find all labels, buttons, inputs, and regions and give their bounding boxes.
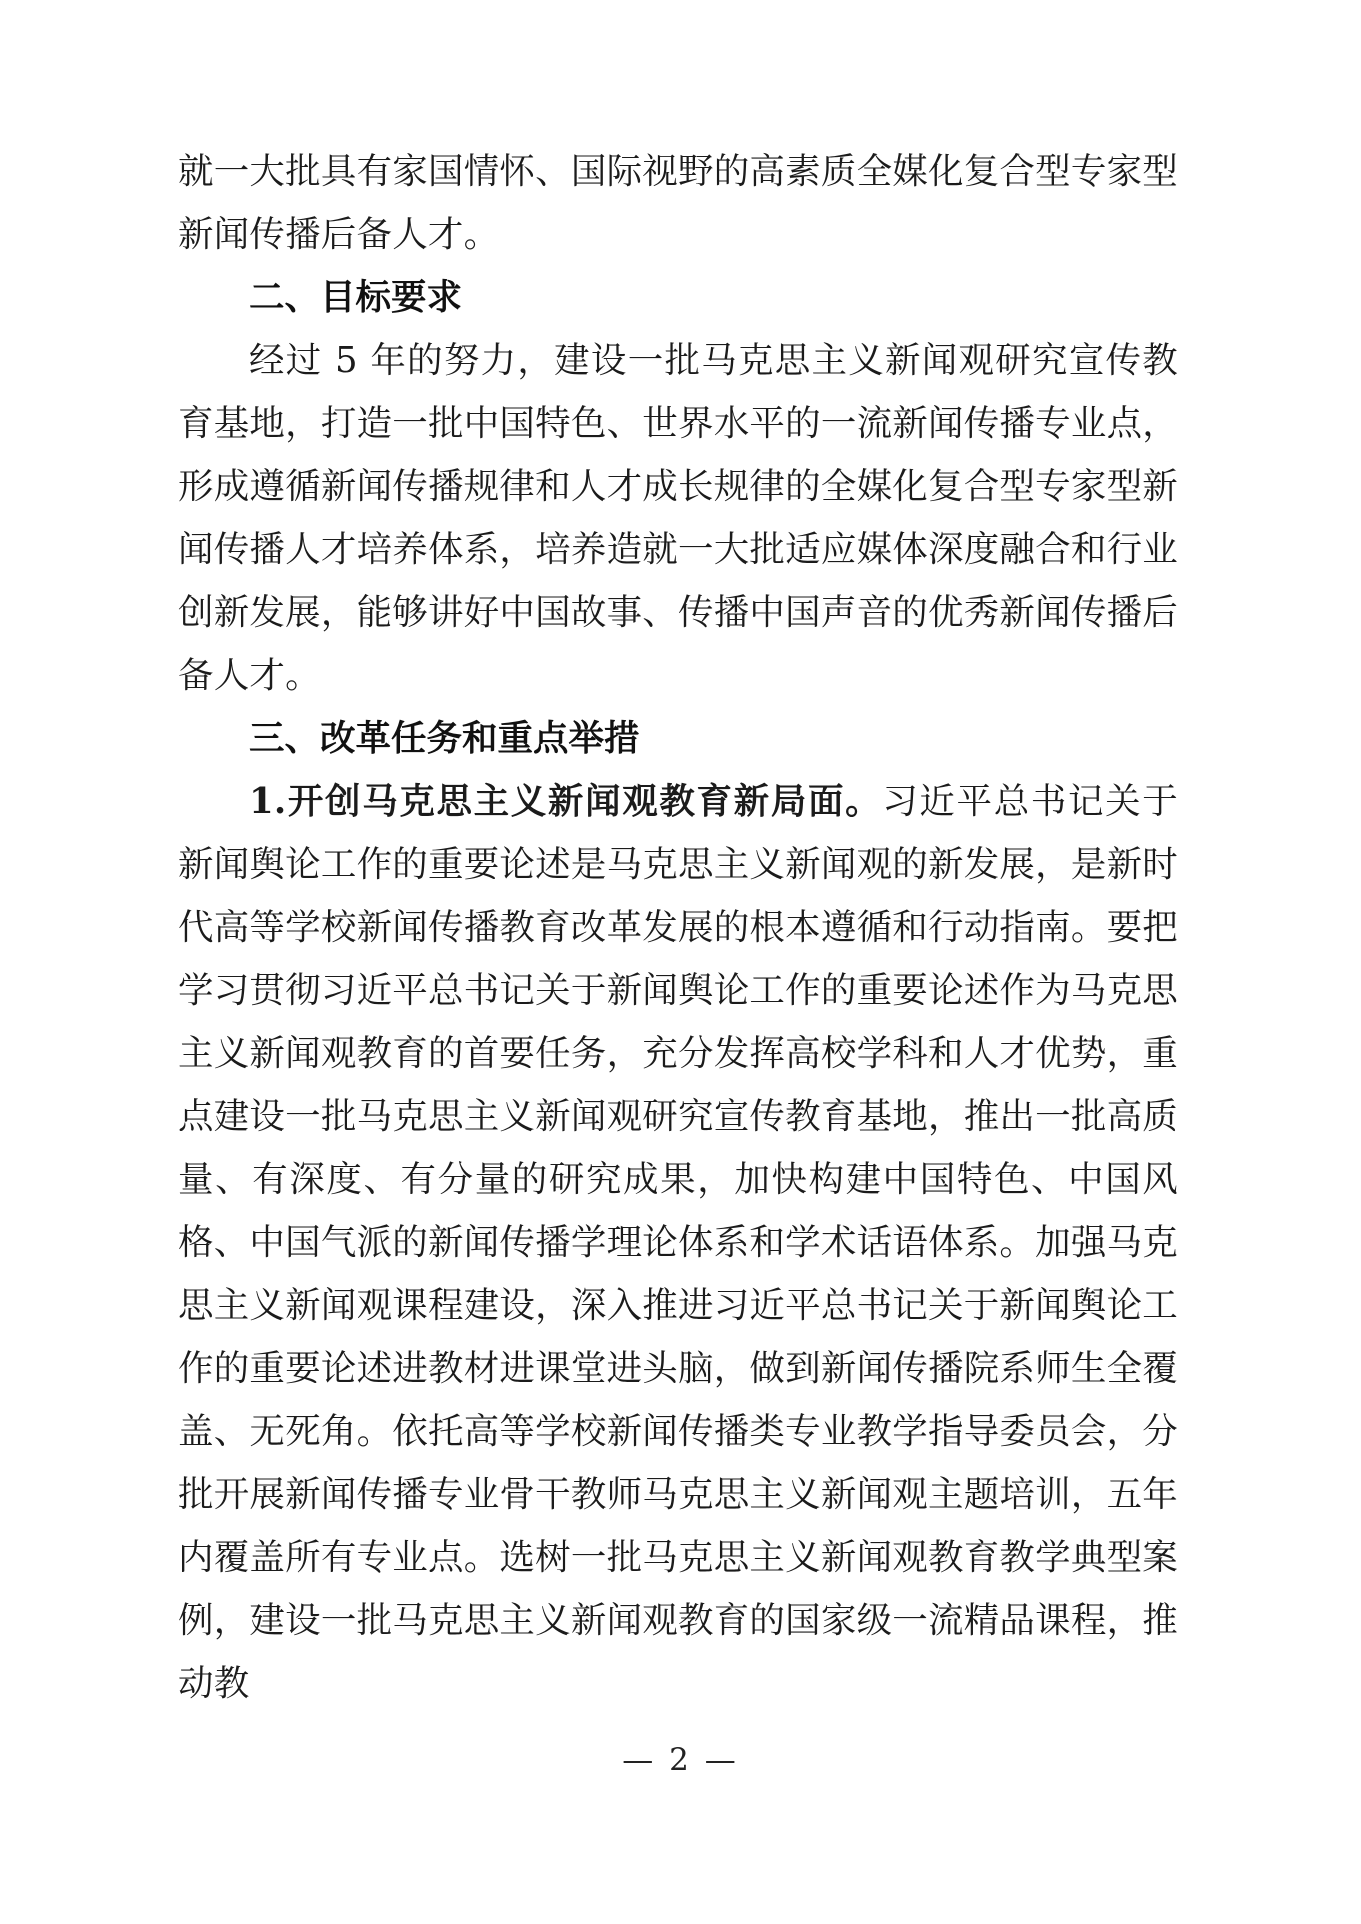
page-content <box>178 140 1178 1715</box>
section-heading-tasks: 三、改革任务和重点举措 <box>249 718 640 759</box>
paragraph-item-one-lead: 1.开创马克思主义新闻观教育新局面。 <box>249 781 883 822</box>
page-number: — 2 — <box>622 1742 739 1778</box>
paragraph-item-one-body: 习近平总书记关于新闻舆论工作的重要论述是马克思主义新闻观的新发展，是新时代高等学校新闻传播教育改革发展的根本遵循和行动指南。要把学习贯彻习近平总书记关于新闻舆论工作的重要论述作为马克思主义新闻观教育的首要任务，充分发挥高校学科和人才优势，重点建设一批马克思主义新闻观研究宣传教育基地，推出一批高质量、有深度、有分量的研究成果，加快构建中国特色、中国风格、中国气派的新闻传播学理论体系和学术话语体系。加强马克思主义新闻观课程建设，深入推进习近平总书记关于新闻舆论工作的重要论述进教材进课堂进头脑，做到新闻传播院系师生全覆盖、无死角。依托高等学校新闻传播类专业教学指导委员会，分批开展新闻传播专业骨干教师马克思主义新闻观主题培训，五年内覆盖所有专业点。选树一批马克思主义新闻观教育教学典型案例，建设一批马克思主义新闻观教育的国家级一流精品课程，推动教 <box>178 781 1178 1704</box>
section-heading-goals: 二、目标要求 <box>249 277 463 318</box>
paragraph-continued: 就一大批具有家国情怀、国际视野的高素质全媒化复合型专家型新闻传播后备人才。 <box>178 151 1178 255</box>
paragraph-item-one <box>178 770 1178 1715</box>
paragraph-goals: 经过 5 年的努力，建设一批马克思主义新闻观研究宣传教育基地，打造一批中国特色、世界水平的一流新闻传播专业点，形成遵循新闻传播规律和人才成长规律的全媒化复合型专家型新闻传播人才培养体系，培养造就一大批适应媒体深度融合和行业创新发展，能够讲好中国故事、传播中国声音的优秀新闻传播后备人才。 <box>178 340 1178 696</box>
